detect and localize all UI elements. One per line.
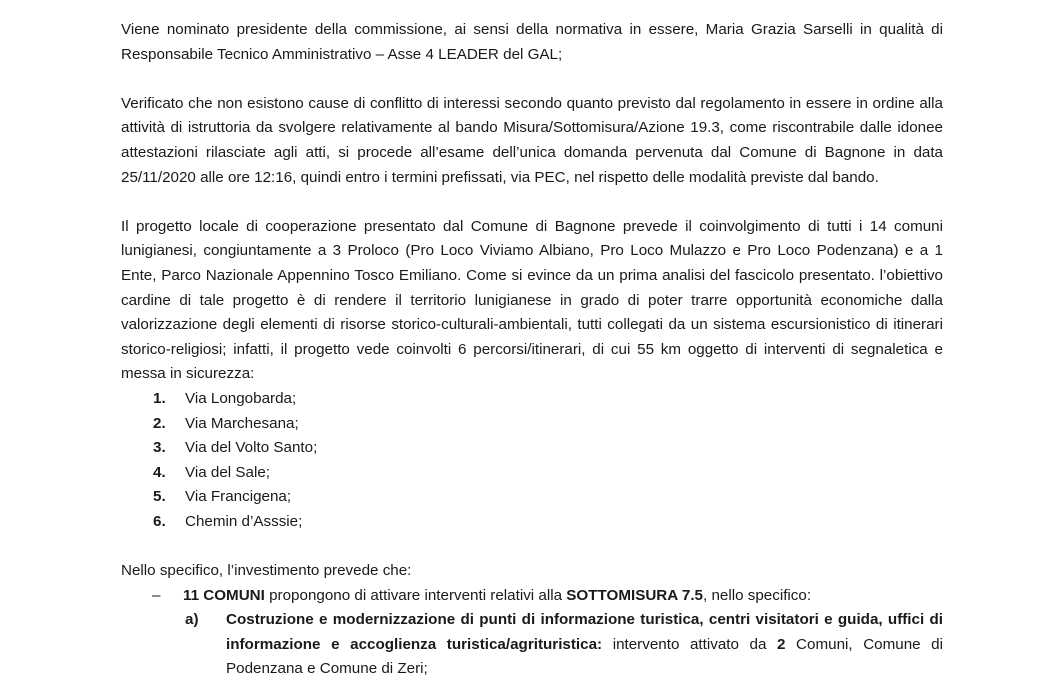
list-number: 6. [153,512,166,530]
sub-item-label: a) [185,611,199,629]
investment-text: propongono di attivare interventi relativi alla [264,586,567,604]
paragraph-project-description: Il progetto locale di cooperazione presentato dal Comune di Bagnone prevede il coinvolgimento di tutti i 14 comuni lunigianesi, congiuntamente a 3 Proloco (Pro Loco Viviamo Albiano, Pro Loco Mulazzo e Pro Loco Podenzana) e a 1 Ente, Parco Nazionale Appennino Tosco Emiliano. Come si evince da un prima analisi del fascicolo presentato. l’obiettivo cardine di tale progetto è di rendere il territorio lunigianese in grado di poter trarre opportunità economiche dalla valorizzazione degli elementi di risorse storico-culturali-ambientali, tutti collegati da un sistema escursionistico di itinerari storico-religiosi; infatti, il progetto vede coinvolti 6 percorsi/itinerari, di cui 55 km oggetto di interventi di segnaletica e messa in sicurezza: [121,217,943,383]
list-item [121,436,943,461]
route-name: Chemin d’Asssie; [185,512,303,530]
list-number: 5. [153,488,166,506]
sub-item-text: intervento attivato da [602,635,778,653]
paragraph-commission-president: Viene nominato presidente della commissione, ai sensi della normativa in essere, Maria Grazia Sarselli in qualità di Responsabile Tecnico Amministrativo – Asse 4 LEADER del GAL; [121,21,943,63]
paragraph-verification: Verificato che non esistono cause di conflitto di interessi secondo quanto previsto dal regolamento in essere in ordine alla attività di istruttoria da svolgere relativamente al bando Misura/Sottomisura/Azione 19.3, come riscontrabile dalle idonee attestazioni rilasciate agli atti, si procede all’esame dell’unica domanda pervenuta dal Comune di Bagnone in data 25/11/2020 alle ore 12:16, quindi entro i termini prefissati, via PEC, nel rispetto delle modalità previste dal bando. [121,94,943,186]
investment-item [121,584,943,609]
list-number: 1. [153,389,166,407]
investment-text-end: , nello specifico: [703,586,812,604]
route-name: Via Longobarda; [185,389,297,407]
sub-item-a [121,608,943,682]
paragraph-gap [121,190,943,215]
submeasure-label: SOTTOMISURA 7.5 [566,586,703,604]
route-name: Via del Volto Santo; [185,439,318,457]
route-name: Via del Sale; [185,463,270,481]
list-number: 2. [153,414,166,432]
dash-bullet: – [152,586,161,604]
list-item [121,510,943,535]
list-item [121,461,943,486]
route-name: Via Francigena; [185,488,292,506]
list-number: 3. [153,439,166,457]
list-number: 4. [153,463,166,481]
document-page [121,18,943,682]
paragraph-gap [121,534,943,559]
list-item [121,412,943,437]
sub-item-title: Costruzione e modernizzazione di punti di informazione turistica, centri visitatori e guida, uffici di informazione e accoglienza turistica/agrituristica: [226,611,943,653]
list-item [121,485,943,510]
routes-list [121,387,943,535]
paragraph-investment-intro: Nello specifico, l’investimento prevede che: [121,562,412,580]
sub-item-text-end: Comuni, Comune di Podenzana e Comune di Zeri; [226,635,943,678]
route-name: Via Marchesana; [185,414,299,432]
paragraph-gap [121,67,943,92]
municipalities-count: 11 COMUNI [183,586,265,604]
list-item [121,387,943,412]
sub-item-count: 2 [777,635,786,653]
